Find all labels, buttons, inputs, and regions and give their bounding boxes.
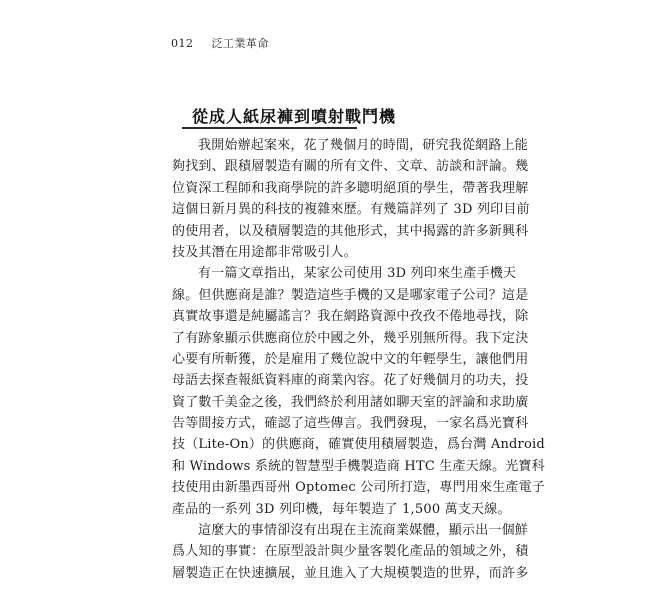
text-line: 我開始辦起案來，花了幾個月的時間，研究我從網路上能 [198,138,529,153]
text-line: 線。但供應商是誰？製造這些手機的又是哪家電子公司？這是 [172,287,529,303]
text-line: 母語去探查報紙資料庫的商業內容。花了好幾個月的功夫，投 [172,373,529,389]
text-line: 夠找到、跟積層製造有關的所有文件、文章、訪談和評論。幾 [172,159,529,175]
text-line: 技及其潛在用途都非常吸引人。 [172,244,357,260]
text-line: 位資深工程師和我商學院的許多聰明絕頂的學生，帶著我理解 [172,180,529,196]
paragraph [172,135,530,263]
section-title: 從成人紙尿褲到噴射戰鬥機 [192,107,397,126]
text-line: 這麼大的事情卻沒有出現在主流商業媒體，顯示出一個鮮 [198,523,529,539]
text-line: 爲人知的事實：在原型設計與少量客製化產品的領域之外，積 [172,544,529,560]
text-line: 有一篇文章指出，某家公司使用 3D 列印來生產手機天 [198,266,517,282]
paragraph [172,263,545,520]
text-line: 和 Windows 系統的智慧型手機製造商 HTC 生產天線。光寶科 [172,458,545,474]
text-line: 真實故事還是純屬謠言？我在網路資源中孜孜不倦地尋找，除 [172,309,529,325]
text-line: 層製造正在快速擴展，並且進入了大規模製造的世界，而許多 [172,565,529,581]
text-line: 心要有所斬獲，於是雇用了幾位說中文的年輕學生，讓他們用 [172,351,529,367]
text-line: 技使用由新墨西哥州 Optomec 公司所打造，專門用來生產電子 [172,480,545,496]
page-number: 012 [171,37,194,50]
book-title: 泛工業革命 [211,37,269,50]
text-line: 這個日新月異的科技的複雜來歷。有幾篇詳列了 3D 列印目前 [172,202,530,218]
body-text [172,135,545,584]
text-line: 資了數千美金之後，我們終於利用諸如聊天室的評論和求助廣 [172,394,529,410]
text-line: 產品的一系列 3D 列印機，每年製造了 1,500 萬支天線。 [172,501,511,517]
running-header [171,35,269,51]
text-line: 了有跡象顯示供應商位於中國之外，幾乎別無所得。我下定決 [172,330,529,346]
text-line: 的使用者，以及積層製造的其他形式，其中揭露的許多新興科 [172,223,529,239]
text-line: 技（Lite-On）的供應商，確實使用積層製造，爲台灣 Android [172,437,545,453]
title-underline [182,127,357,129]
paragraph [172,520,529,584]
text-line: 告等間接方式，確認了這些傳言。我們發現，一家名爲光寶科 [172,416,529,432]
